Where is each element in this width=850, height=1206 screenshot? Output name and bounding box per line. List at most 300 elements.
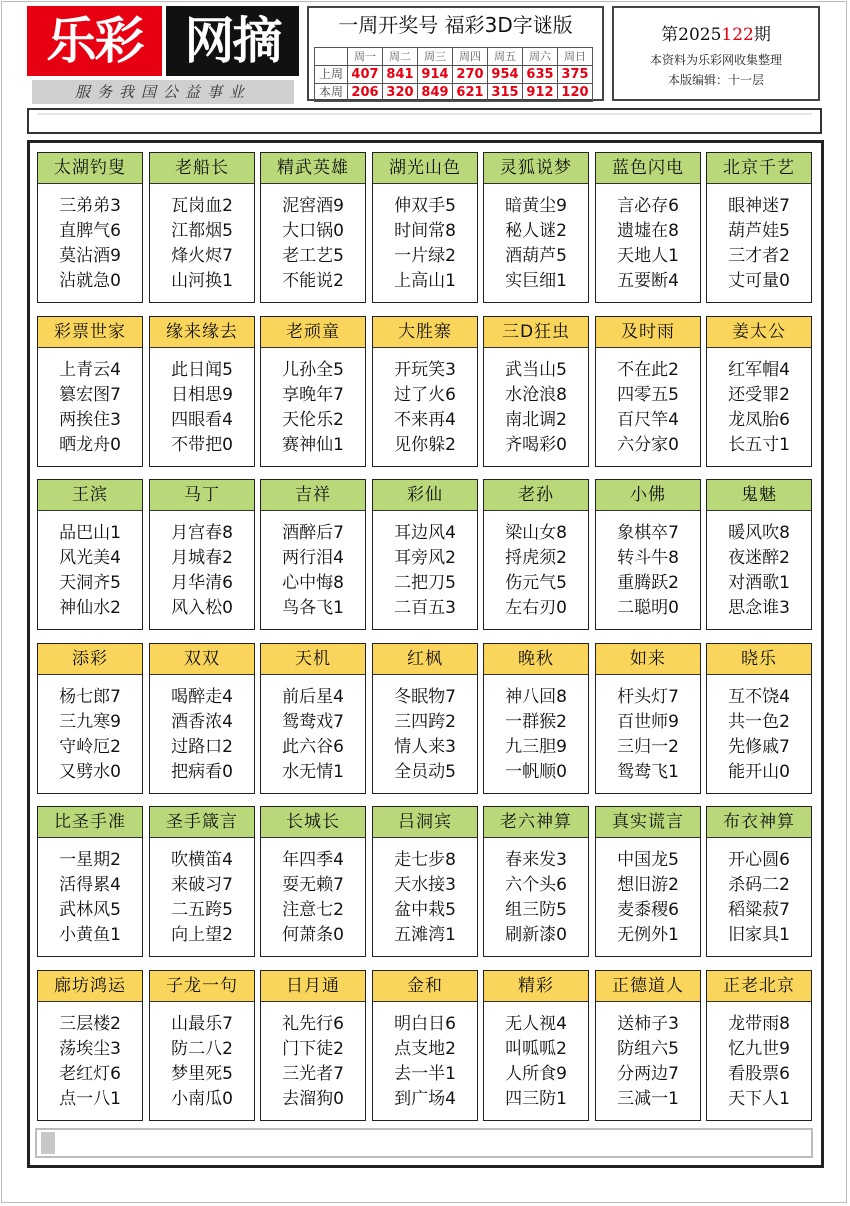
draw-number: 206: [348, 84, 383, 102]
issue-suffix: 期: [753, 25, 771, 45]
riddle-lines: [38, 184, 142, 294]
riddle-lines: [373, 1002, 477, 1112]
riddle-author: 三D狂虫: [484, 317, 588, 348]
riddle-line: 守岭厄2: [59, 737, 121, 757]
riddle-author: 北京千艺: [707, 153, 811, 184]
weekly-draw-title: 一周开奖号 福彩3D字谜版: [338, 13, 573, 37]
riddle-line: 盆中栽5: [394, 900, 456, 920]
riddle-cell: [706, 316, 812, 467]
riddle-lines: [150, 838, 254, 948]
riddle-author: 大胜寨: [373, 317, 477, 348]
riddle-line: 去溜狗0: [282, 1089, 344, 1109]
riddle-author: 老船长: [150, 153, 254, 184]
riddle-line: 直脾气6: [59, 221, 121, 241]
riddle-author: 如来: [596, 644, 700, 675]
riddle-cell: [260, 970, 366, 1121]
riddle-line: 转斗牛8: [617, 548, 679, 568]
riddle-line: 暖风吹8: [728, 523, 790, 543]
riddle-author: 布衣神算: [707, 807, 811, 838]
riddle-line: 烽火烬7: [171, 246, 233, 266]
riddle-line: 前后星4: [282, 687, 344, 707]
riddle-cell: [483, 806, 589, 957]
riddle-author: 真实谎言: [596, 807, 700, 838]
riddle-line: 互不饶4: [728, 687, 790, 707]
riddle-line: 酒香浓4: [171, 712, 233, 732]
riddle-line: 心中悔8: [282, 573, 344, 593]
riddle-line: 一帆顺0: [505, 762, 567, 782]
riddle-lines: [707, 1002, 811, 1112]
riddle-line: 武林风5: [59, 900, 121, 920]
riddle-line: 赛神仙1: [282, 435, 344, 455]
riddle-lines: [261, 184, 365, 294]
riddle-line: 二百五3: [394, 598, 456, 618]
draw-row-this-week: [315, 84, 593, 102]
riddle-line: 三光者7: [282, 1064, 344, 1084]
riddle-line: 耍无赖7: [282, 875, 344, 895]
riddle-line: 二聪明0: [617, 598, 679, 618]
riddle-cell: [595, 152, 701, 303]
riddle-line: 重腾跃2: [617, 573, 679, 593]
riddle-author: 精武英雄: [261, 153, 365, 184]
draw-row-last-week: [315, 66, 593, 84]
riddle-line: 暗黄尘9: [505, 196, 567, 216]
riddle-line: 百世师9: [617, 712, 679, 732]
riddle-lines: [38, 348, 142, 458]
issue-number-value: 122: [721, 25, 754, 45]
draw-number: 270: [453, 66, 488, 84]
riddle-line: 日相思9: [171, 385, 233, 405]
draw-number: 120: [558, 84, 593, 102]
riddle-line: 鸟各飞1: [282, 598, 344, 618]
riddle-author: 长城长: [261, 807, 365, 838]
day-label: 周二: [383, 48, 418, 66]
riddle-line: 九三胆9: [505, 737, 567, 757]
riddle-lines: [707, 675, 811, 785]
riddle-author: 老孙: [484, 480, 588, 511]
riddle-line: 三弟弟3: [59, 196, 121, 216]
riddle-cell: [149, 479, 255, 630]
riddle-line: 鸳鸯飞1: [617, 762, 679, 782]
riddle-line: 老红灯6: [59, 1064, 121, 1084]
riddle-line: 大口锅0: [282, 221, 344, 241]
riddle-line: 无例外1: [617, 925, 679, 945]
riddle-line: 二把刀5: [394, 573, 456, 593]
riddle-line: 天水接3: [394, 875, 456, 895]
riddle-line: 两行泪4: [282, 548, 344, 568]
riddle-line: 酒醉后7: [282, 523, 344, 543]
riddle-line: 忆九世9: [728, 1039, 790, 1059]
riddle-lines: [596, 348, 700, 458]
riddle-line: 言必存6: [617, 196, 679, 216]
riddle-author: 湖光山色: [373, 153, 477, 184]
riddle-line: 老工艺5: [282, 246, 344, 266]
draw-number: 375: [558, 66, 593, 84]
riddle-line: 三四跨2: [394, 712, 456, 732]
riddle-line: 一群猴2: [505, 712, 567, 732]
riddle-lines: [150, 511, 254, 621]
riddle-cell: [483, 152, 589, 303]
riddle-line: 风入松0: [171, 598, 233, 618]
riddle-cell: [149, 316, 255, 467]
riddle-line: 耳旁风2: [394, 548, 456, 568]
riddle-line: 组三防5: [505, 900, 567, 920]
riddle-cell: [372, 643, 478, 794]
riddle-lines: [373, 348, 477, 458]
riddle-lines: [484, 675, 588, 785]
draw-number: 320: [383, 84, 418, 102]
riddle-lines: [38, 675, 142, 785]
riddle-lines: [373, 675, 477, 785]
riddle-line: 春来发3: [505, 850, 567, 870]
riddle-line: 冬眠物7: [394, 687, 456, 707]
riddle-author: 马丁: [150, 480, 254, 511]
riddle-author: 太湖钓叟: [38, 153, 142, 184]
riddle-line: 礼先行6: [282, 1014, 344, 1034]
riddle-line: 明白日6: [394, 1014, 456, 1034]
riddle-author: 吉祥: [261, 480, 365, 511]
riddle-line: 实巨细1: [505, 271, 567, 291]
riddle-line: 两挨住3: [59, 410, 121, 430]
riddle-line: 山最乐7: [171, 1014, 233, 1034]
riddle-line: 对酒歌1: [728, 573, 790, 593]
riddle-cell: [37, 479, 143, 630]
riddle-line: 伤元气5: [505, 573, 567, 593]
riddle-cell: [595, 806, 701, 957]
riddle-line: 月华清6: [171, 573, 233, 593]
riddle-line: 情人来3: [394, 737, 456, 757]
riddle-line: 秘人谜2: [505, 221, 567, 241]
riddle-cell: [595, 970, 701, 1121]
riddle-line: 三才者2: [728, 246, 790, 266]
riddle-line: 遗墟在8: [617, 221, 679, 241]
riddle-author: 子龙一句: [150, 971, 254, 1002]
riddle-author: 老顽童: [261, 317, 365, 348]
draw-number: 315: [488, 84, 523, 102]
riddle-line: 一星期2: [59, 850, 121, 870]
riddle-line: 上青云4: [59, 360, 121, 380]
riddle-author: 精彩: [484, 971, 588, 1002]
riddle-line: 杆头灯7: [617, 687, 679, 707]
riddle-line: 到广场4: [394, 1089, 456, 1109]
riddle-lines: [261, 348, 365, 458]
riddle-cell: [372, 152, 478, 303]
riddle-line: 喝醉走4: [171, 687, 233, 707]
riddle-line: 瓦岗血2: [171, 196, 233, 216]
riddle-line: 全员动5: [394, 762, 456, 782]
riddle-line: 开玩笑3: [394, 360, 456, 380]
weekly-draw-table: [314, 47, 593, 102]
riddle-line: 点支地2: [394, 1039, 456, 1059]
riddle-author: 圣手箴言: [150, 807, 254, 838]
riddle-lines: [596, 184, 700, 294]
riddle-line: 风光美4: [59, 548, 121, 568]
riddle-line: 丈可量0: [728, 271, 790, 291]
riddle-line: 月宫春8: [171, 523, 233, 543]
draw-table-header-row: [315, 48, 593, 66]
source-note: 本资料为乐彩网收集整理: [649, 53, 782, 67]
riddle-line: 三九寒9: [59, 712, 121, 732]
riddle-line: 防组六5: [617, 1039, 679, 1059]
day-label: 周六: [523, 48, 558, 66]
riddle-line: 见你躲2: [394, 435, 456, 455]
riddle-line: 三减一1: [617, 1089, 679, 1109]
riddle-cell: [149, 970, 255, 1121]
riddle-line: 还受罪2: [728, 385, 790, 405]
riddle-lines: [373, 838, 477, 948]
riddle-line: 天伦乐2: [282, 410, 344, 430]
riddle-cell: [706, 970, 812, 1121]
riddle-lines: [484, 348, 588, 458]
riddle-lines: [596, 675, 700, 785]
riddle-lines: [707, 184, 811, 294]
riddle-cell: [37, 152, 143, 303]
riddle-line: 神仙水2: [59, 598, 121, 618]
riddle-line: 天洞齐5: [59, 573, 121, 593]
riddle-cell: [37, 316, 143, 467]
riddle-line: 鸳鸯戏7: [282, 712, 344, 732]
riddle-lines: [261, 838, 365, 948]
riddle-line: 活得累4: [59, 875, 121, 895]
riddle-lines: [707, 348, 811, 458]
riddle-author: 晓乐: [707, 644, 811, 675]
riddle-lines: [150, 184, 254, 294]
banner-bar: [27, 108, 822, 134]
riddle-cell: [706, 479, 812, 630]
logo-black-block: 网摘: [166, 6, 299, 76]
draw-number: 849: [418, 84, 453, 102]
riddle-cell: [706, 152, 812, 303]
riddle-line: 走七步8: [394, 850, 456, 870]
riddle-line: 不来再4: [394, 410, 456, 430]
riddle-line: 此六谷6: [282, 737, 344, 757]
riddle-line: 夜迷醉2: [728, 548, 790, 568]
riddle-line: 来破习7: [171, 875, 233, 895]
riddle-line: 向上望2: [171, 925, 233, 945]
riddle-line: 荡埃尘3: [59, 1039, 121, 1059]
riddle-cell: [260, 643, 366, 794]
riddle-line: 此日闻5: [171, 360, 233, 380]
riddle-lines: [38, 511, 142, 621]
riddle-line: 把病看0: [171, 762, 233, 782]
riddle-line: 杨七郎7: [59, 687, 121, 707]
riddle-cell: [372, 806, 478, 957]
riddle-line: 注意七2: [282, 900, 344, 920]
riddle-author: 吕洞宾: [373, 807, 477, 838]
riddle-lines: [261, 511, 365, 621]
riddle-cell: [260, 479, 366, 630]
riddle-line: 看股票6: [728, 1064, 790, 1084]
day-label: 周三: [418, 48, 453, 66]
issue-info-box: [612, 6, 820, 101]
riddle-author: 彩票世家: [38, 317, 142, 348]
riddle-lines: [38, 1002, 142, 1112]
riddle-line: 点一八1: [59, 1089, 121, 1109]
riddle-line: 门下徒2: [282, 1039, 344, 1059]
riddle-cell: [706, 806, 812, 957]
riddle-author: 天机: [261, 644, 365, 675]
riddle-line: 过路口2: [171, 737, 233, 757]
riddle-author: 正德道人: [596, 971, 700, 1002]
riddle-author: 姜太公: [707, 317, 811, 348]
riddle-line: 葫芦娃5: [728, 221, 790, 241]
riddle-cell: [595, 316, 701, 467]
riddle-line: 上高山1: [394, 271, 456, 291]
riddle-line: 四三防1: [505, 1089, 567, 1109]
riddle-line: 篡宏图7: [59, 385, 121, 405]
riddle-author: 小佛: [596, 480, 700, 511]
riddle-line: 一片绿2: [394, 246, 456, 266]
riddle-line: 去一半1: [394, 1064, 456, 1084]
riddle-cell: [260, 316, 366, 467]
riddle-cell: [483, 316, 589, 467]
riddle-line: 天下人1: [728, 1089, 790, 1109]
riddle-line: 杀码二2: [728, 875, 790, 895]
riddle-line: 左右刃0: [505, 598, 567, 618]
draw-number: 635: [523, 66, 558, 84]
riddle-line: 何萧条0: [282, 925, 344, 945]
riddle-line: 不带把0: [171, 435, 233, 455]
riddle-line: 南北调2: [505, 410, 567, 430]
riddle-line: 红军帽4: [728, 360, 790, 380]
riddle-cell: [372, 316, 478, 467]
riddle-line: 齐喝彩0: [505, 435, 567, 455]
riddle-author: 王滨: [38, 480, 142, 511]
riddle-line: 捋虎须2: [505, 548, 567, 568]
draw-number: 407: [348, 66, 383, 84]
riddle-cell: [595, 643, 701, 794]
riddle-author: 金和: [373, 971, 477, 1002]
riddle-author: 添彩: [38, 644, 142, 675]
riddle-cell: [260, 806, 366, 957]
riddle-cell: [483, 479, 589, 630]
riddle-cell: [37, 970, 143, 1121]
riddle-line: 防二八2: [171, 1039, 233, 1059]
riddle-cell: [372, 970, 478, 1121]
weekly-draw-box: [307, 6, 604, 101]
row-label: 本周: [315, 84, 348, 102]
riddle-lines: [373, 184, 477, 294]
riddle-line: 酒葫芦5: [505, 246, 567, 266]
riddle-line: 过了火6: [394, 385, 456, 405]
riddle-lines: [373, 511, 477, 621]
day-label: 周四: [453, 48, 488, 66]
riddle-line: 江都烟5: [171, 221, 233, 241]
riddle-line: 象棋卒7: [617, 523, 679, 543]
riddle-cell: [483, 643, 589, 794]
riddle-line: 长五寸1: [728, 435, 790, 455]
riddle-line: 想旧游2: [617, 875, 679, 895]
riddle-author: 鬼魅: [707, 480, 811, 511]
riddle-line: 沾就急0: [59, 271, 121, 291]
riddle-line: 月城春2: [171, 548, 233, 568]
riddle-lines: [261, 675, 365, 785]
riddle-line: 时间常8: [394, 221, 456, 241]
logo-slogan: 服务我国公益事业: [32, 80, 294, 104]
riddle-line: 麦黍稷6: [617, 900, 679, 920]
riddle-lines: [707, 511, 811, 621]
riddle-lines: [150, 1002, 254, 1112]
riddle-line: 四零五5: [617, 385, 679, 405]
riddle-line: 分两边7: [617, 1064, 679, 1084]
riddle-cell: [149, 806, 255, 957]
riddle-lines: [596, 838, 700, 948]
riddle-author: 及时雨: [596, 317, 700, 348]
riddle-line: 山河换1: [171, 271, 233, 291]
draw-number: 914: [418, 66, 453, 84]
riddle-author: 老六神算: [484, 807, 588, 838]
riddle-line: 能开山0: [728, 762, 790, 782]
riddle-line: 六个头6: [505, 875, 567, 895]
riddle-lines: [38, 838, 142, 948]
riddle-line: 叫呱呱2: [505, 1039, 567, 1059]
riddle-line: 天地人1: [617, 246, 679, 266]
draw-number: 954: [488, 66, 523, 84]
riddle-cell: [595, 479, 701, 630]
riddle-cell: [149, 152, 255, 303]
riddle-author: 蓝色闪电: [596, 153, 700, 184]
riddle-line: 耳边风4: [394, 523, 456, 543]
riddle-lines: [484, 838, 588, 948]
riddle-line: 开心圆6: [728, 850, 790, 870]
riddle-author: 双双: [150, 644, 254, 675]
draw-table-corner: [315, 48, 348, 66]
riddle-line: 无人视4: [505, 1014, 567, 1034]
riddle-author: 廊坊鸿运: [38, 971, 142, 1002]
riddle-line: 六分家0: [617, 435, 679, 455]
riddle-lines: [596, 511, 700, 621]
riddle-line: 送柿子3: [617, 1014, 679, 1034]
riddle-line: 又劈水0: [59, 762, 121, 782]
riddle-lines: [484, 184, 588, 294]
riddle-line: 不在此2: [617, 360, 679, 380]
riddle-line: 中国龙5: [617, 850, 679, 870]
issue-prefix: 第2025: [661, 25, 722, 45]
draw-number: 912: [523, 84, 558, 102]
riddle-author: 灵狐说梦: [484, 153, 588, 184]
riddle-line: 小黄鱼1: [59, 925, 121, 945]
riddle-lines: [150, 348, 254, 458]
riddle-author: 比圣手准: [38, 807, 142, 838]
riddle-line: 思念谁3: [728, 598, 790, 618]
riddle-line: 年四季4: [282, 850, 344, 870]
riddle-line: 享晚年7: [282, 385, 344, 405]
day-label: 周一: [348, 48, 383, 66]
riddle-line: 神八回8: [505, 687, 567, 707]
riddle-line: 品巴山1: [59, 523, 121, 543]
day-label: 周日: [558, 48, 593, 66]
riddle-line: 旧家具1: [728, 925, 790, 945]
riddle-line: 龙凤胎6: [728, 410, 790, 430]
riddle-line: 龙带雨8: [728, 1014, 790, 1034]
riddle-line: 梁山女8: [505, 523, 567, 543]
riddle-line: 伸双手5: [394, 196, 456, 216]
riddle-cell: [483, 970, 589, 1121]
logo: [27, 6, 299, 104]
riddle-lines: [596, 1002, 700, 1112]
row-label: 上周: [315, 66, 348, 84]
riddle-line: 小南瓜0: [171, 1089, 233, 1109]
riddle-author: 缘来缘去: [150, 317, 254, 348]
riddle-line: 水沧浪8: [505, 385, 567, 405]
riddle-cell: [706, 643, 812, 794]
riddle-cell: [37, 806, 143, 957]
riddle-line: 二五跨5: [171, 900, 233, 920]
riddle-line: 莫沾酒9: [59, 246, 121, 266]
riddle-lines: [707, 838, 811, 948]
riddle-cell: [37, 643, 143, 794]
riddle-line: 刷新漆0: [505, 925, 567, 945]
riddle-line: 共一色2: [728, 712, 790, 732]
